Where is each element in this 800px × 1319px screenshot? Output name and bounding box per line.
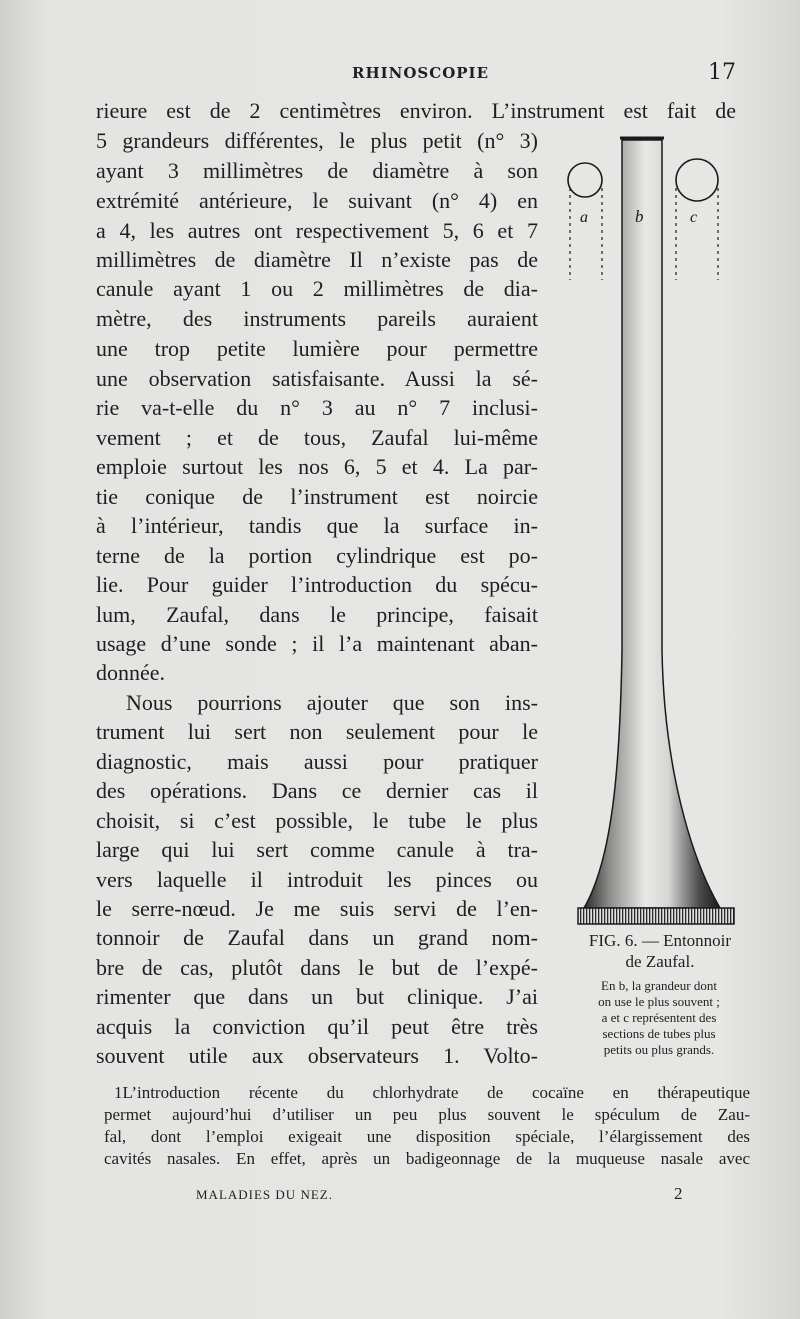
- text-line: des opérations. Dans ce dernier cas il: [96, 778, 538, 803]
- text-line: une trop petite lumière pour permettre: [96, 336, 538, 361]
- text-line: large qui lui sert comme canule à tra-: [96, 837, 538, 862]
- text-line: rimenter que dans un but clinique. J’ai: [96, 984, 538, 1009]
- printer-signature: MALADIES DU NEZ.: [196, 1187, 333, 1202]
- footnote-line: 1L’introduction récente du chlorhydrate de cocaïne en thérapeutique: [114, 1083, 750, 1102]
- text-line: millimètres de diamètre Il n’existe pas de: [96, 247, 538, 272]
- caption-line: FIG. 6. — Entonnoir: [588, 931, 732, 950]
- text-line: a 4, les autres ont respectivement 5, 6 et 7: [96, 218, 538, 243]
- section-a-circle: [568, 163, 602, 197]
- text-line: 5 grandeurs différentes, le plus petit (n° 3): [96, 128, 538, 153]
- text-line: terne de la portion cylindrique est po-: [96, 543, 538, 568]
- legend-line: petits ou plus grands.: [603, 1042, 715, 1057]
- legend-line: En b, la grandeur dont: [601, 978, 717, 993]
- caption-line: de Zaufal.: [625, 952, 695, 971]
- text-line: usage d’une sonde ; il l’a maintenant aban-: [96, 631, 538, 656]
- text-line: rieure est de 2 centimètres environ. L’instrument est fait de: [96, 98, 736, 123]
- text-line: une observation satisfaisante. Aussi la sé-: [96, 366, 538, 391]
- footnote-line: fal, dont l’emploi exigeait une disposition spéciale, l’élargissement des: [104, 1127, 750, 1146]
- text-line: lum, Zaufal, dans le principe, faisait: [96, 602, 538, 627]
- text-line: tonnoir de Zaufal dans un grand nom-: [96, 925, 538, 950]
- text-line: lie. Pour guider l’introduction du spécu-: [96, 572, 538, 597]
- legend-line: sections de tubes plus: [602, 1026, 716, 1041]
- figure-legend: [564, 978, 754, 1058]
- section-c-circle: [676, 159, 718, 201]
- text-line: donnée.: [96, 660, 166, 685]
- legend-line: a et c représentent des: [601, 1010, 717, 1025]
- page-number: 17: [708, 60, 736, 85]
- text-line: extrémité antérieure, le suivant (n° 4) en: [96, 188, 538, 213]
- text-line: le serre-nœud. Je me suis servi de l’en-: [96, 896, 538, 921]
- figure-label-a: a: [580, 209, 588, 226]
- text-line: vement ; et de tous, Zaufal lui-même: [96, 425, 538, 450]
- text-line: choisit, si c’est possible, le tube le plus: [96, 808, 538, 833]
- tube-body: [584, 140, 720, 908]
- text-line: trument lui sert non seulement pour le: [96, 719, 538, 744]
- entonnoir-illustration: [562, 130, 742, 930]
- text-line: ayant 3 millimètres de diamètre à son: [96, 158, 538, 183]
- text-line: à l’intérieur, tandis que la surface in-: [96, 513, 538, 538]
- figure-label-c: c: [690, 209, 698, 226]
- running-title: RHINOSCOPIE: [352, 64, 489, 82]
- text-line: vers laquelle il introduit les pinces ou: [96, 867, 538, 892]
- text-line: rie va-t-elle du n° 3 au n° 7 inclusi-: [96, 395, 538, 420]
- text-line: Nous pourrions ajouter que son ins-: [126, 690, 538, 715]
- running-head: [0, 62, 800, 86]
- text-line: tie conique de l’instrument est noircie: [96, 484, 538, 509]
- text-line: mètre, des instruments pareils auraient: [96, 306, 538, 331]
- text-line: diagnostic, mais aussi pour pratiquer: [96, 749, 538, 774]
- figure-entonnoir: [562, 130, 742, 930]
- sheet-number: 2: [674, 1184, 683, 1203]
- figure-caption: [560, 930, 760, 972]
- figure-label-b: b: [635, 207, 644, 226]
- footnote: [104, 1082, 750, 1170]
- text-line: canule ayant 1 ou 2 millimètres de dia-: [96, 276, 538, 301]
- legend-line: on use le plus souvent ;: [598, 994, 720, 1009]
- text-line: emploie surtout les nos 6, 5 et 4. La par-: [96, 454, 538, 479]
- tube-base-ring: [578, 908, 734, 924]
- footnote-line: cavités nasales. En effet, après un badigeonnage de la muqueuse nasale avec: [104, 1149, 750, 1168]
- text-line: acquis la conviction qu’il peut être très: [96, 1014, 538, 1039]
- text-line: souvent utile aux observateurs 1. Volto-: [96, 1043, 538, 1068]
- footnote-line: permet aujourd’hui d’utiliser un peu plus souvent le spéculum de Zau-: [104, 1105, 750, 1124]
- text-line: bre de cas, plutôt dans le but de l’expé-: [96, 955, 538, 980]
